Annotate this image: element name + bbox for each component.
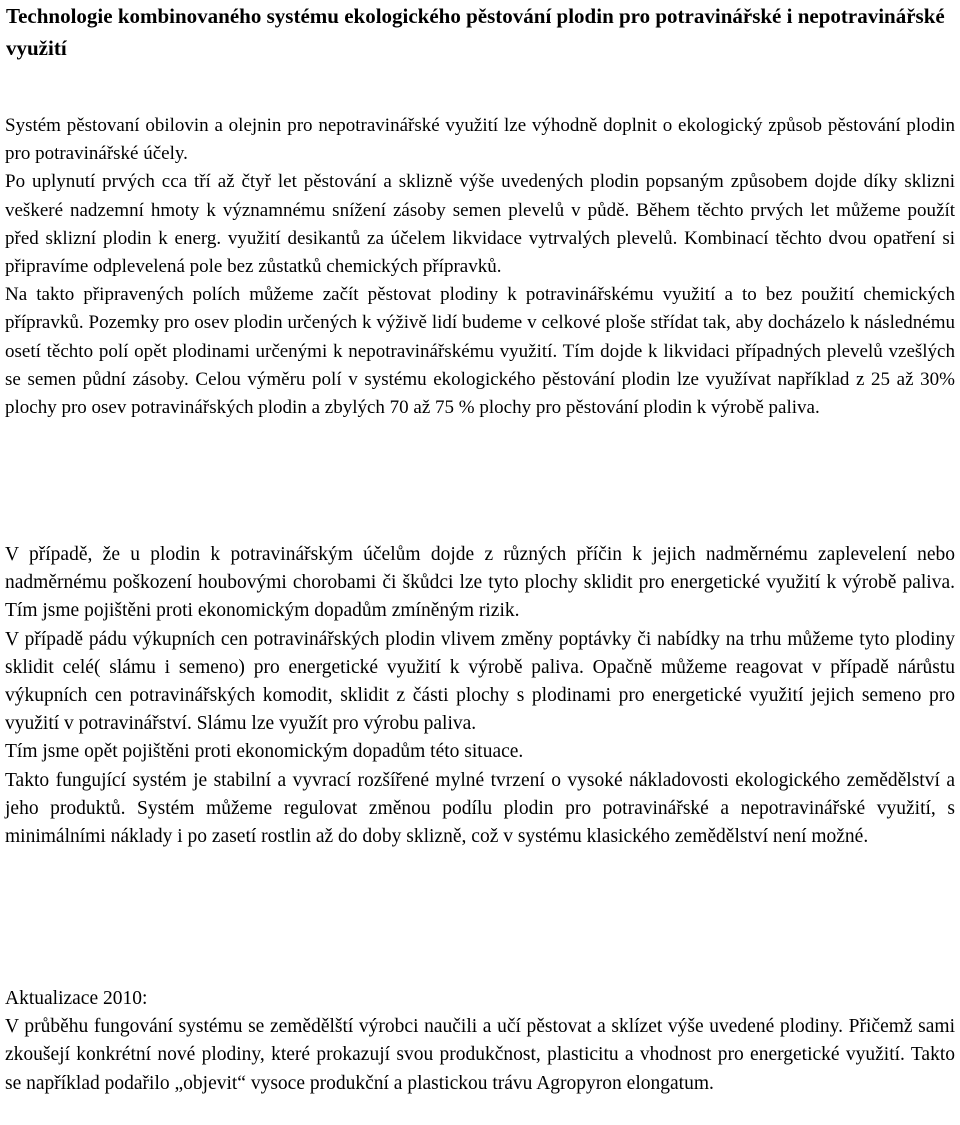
paragraph-text: Systém pěstovaní obilovin a olejnin pro nepotravinářské využití lze výhodně doplnit o ekologický způsob pěstování plodin pro potravinářské účely. Po uplynutí prvých cca tří až čtyř let pěstování a sklizně výše uvedených plodin popsaným způsobem dojde díky sklizni veškeré nadzemní hmoty k významnému snížení zásoby semen plevelů v půdě. Během těchto prvých let můžeme použít před sklizní plodin k energ. využití desikantů za účelem likvidace vytrvalých plevelů. Kombinací těchto dvou opatření si připravíme odplevelená pole bez zůstatků chemických přípravků. Na takto připravených polích můžeme začít pěstovat plodiny k potravinářskému využití a to bez použití chemických přípravků. Pozemky pro osev plodin určených k výživě lidí budeme v celkové ploše střídat tak, aby docházelo k následnému osetí těchto polí opět plodinami určenými k nepotravinářskému využití. Tím dojde k likvidaci případných plevelů vzešlých se semen půdní zásoby. Celou výměru polí v systému ekologického pěstování plodin lze využívat například z 25 až 30% plochy pro osev potravinářských plodin a zbylých 70 až 75 % plochy pro pěstování plodin k výrobě paliva.	[5, 115, 955, 419]
paragraph-text: V případě, že u plodin k potravinářským účelům dojde z různých příčin k jejich nadměrnému zaplevelení nebo nadměrnému poškození houbovými chorobami či škůdci lze tyto plochy sklidit pro energetické využití k výrobě paliva. Tím jsme pojištěni proti ekonomickým dopadům zmíněným rizik. V případě pádu výkupních cen potravinářských plodin vlivem změny poptávky či nabídky na trhu můžeme tyto plodiny sklidit celé( slámu i semeno) pro energetické využití k výrobě paliva. Opačně můžeme reagovat v případě nárůstu výkupních cen potravinářských komodit, sklidit z části plochy s plodinami pro energetické využití jejich semeno pro využití v potravinářství. Slámu lze využít pro výrobu paliva. Tím jsme opět pojištěni proti ekonomickým dopadům této situace. Takto fungující systém je stabilní a vyvrací rozšířené mylné tvrzení o vysoké nákladovosti ekologického zemědělství a jeho produktů. Systém můžeme regulovat změnou podílu plodin pro potravinářské a nepotravinářské využití, s minimálními náklady i po zasetí rostlin až do doby sklizně, což v systému klasického zemědělství není možné.	[5, 544, 955, 848]
paragraph-systems-intro	[5, 112, 955, 422]
document-title: Technologie kombinovaného systému ekologického pěstování plodin pro potravinářské i nepotravinářské využití	[6, 4, 945, 60]
paragraph-text: Aktualizace 2010: V průběhu fungování systému se zemědělští výrobci naučili a učí pěstovat a sklízet výše uvedené plodiny. Přičemž sami zkoušejí konkrétní nové plodiny, které prokazují svou produkčnost, plasticitu a vhodnost pro energetické využití. Takto se například podařilo „objevit“ vysoce produkční a plastickou trávu Agropyron elongatum.	[5, 988, 955, 1094]
paragraph-risk-management	[5, 541, 955, 851]
paragraph-update-2010	[5, 985, 955, 1098]
